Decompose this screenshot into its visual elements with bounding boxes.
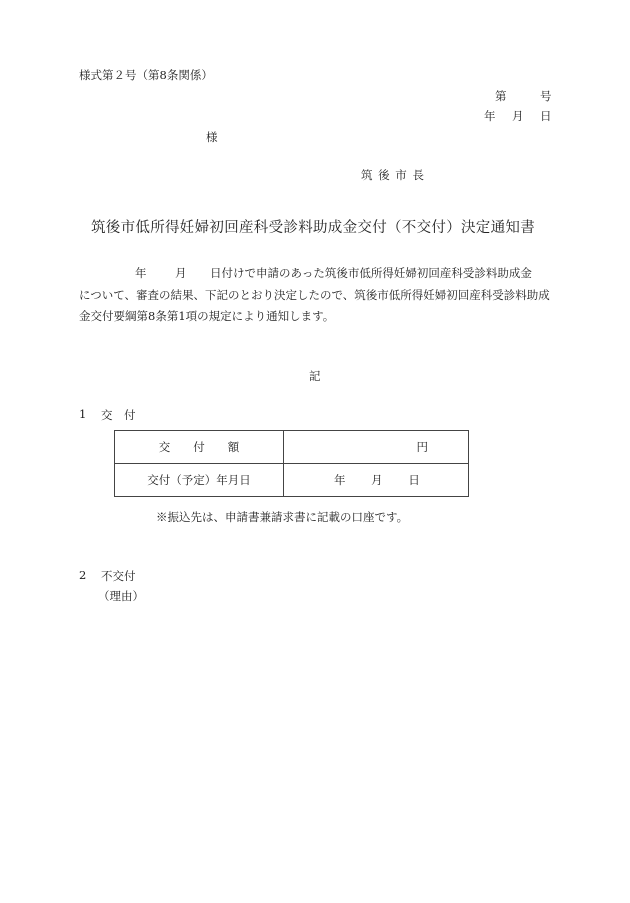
amount-unit: 円 <box>416 440 428 454</box>
reason-label: （理由） <box>98 589 144 603</box>
date-day: 日 <box>540 109 552 123</box>
ki-mark: 記 <box>309 369 321 383</box>
amount-label-cell <box>115 431 284 464</box>
body-line1-month: 月 <box>175 266 187 280</box>
grant-date-day: 日 <box>408 473 420 487</box>
date-year: 年 <box>484 109 496 123</box>
form-id: 様式第２号（第8条関係） <box>79 68 213 82</box>
document-title: 筑後市低所得妊婦初回産科受診料助成金交付（不交付）決定通知書 <box>91 220 535 236</box>
section2-heading: 不交付 <box>101 569 136 583</box>
number-dai: 第 <box>495 89 507 103</box>
grant-table <box>114 430 469 497</box>
transfer-note: ※振込先は、申請書兼請求書に記載の口座です。 <box>156 510 409 524</box>
grant-date-year: 年 <box>334 473 346 487</box>
amount-value-cell <box>284 431 469 464</box>
body-line1-rest: 日付けで申請のあった筑後市低所得妊婦初回産科受診料助成金 <box>210 266 532 280</box>
body-line3: 金交付要綱第8条第1項の規定により通知します。 <box>79 309 335 323</box>
addressee-suffix: 様 <box>206 130 218 144</box>
section2-number: 2 <box>79 568 87 582</box>
table-row <box>115 464 469 497</box>
date-label-cell <box>115 464 284 497</box>
sender: 筑 後 市 長 <box>361 168 425 182</box>
body-line2: について、審査の結果、下記のとおり決定したので、筑後市低所得妊婦初回産科受診料助成 <box>79 288 550 302</box>
body-line1-year: 年 <box>135 266 147 280</box>
date-value-cell <box>284 464 469 497</box>
table-row <box>115 431 469 464</box>
amount-label: 交 付 額 <box>158 440 240 454</box>
grant-date-label: 交付（予定）年月日 <box>147 473 251 487</box>
number-go: 号 <box>540 89 552 103</box>
section1-heading: 交 付 <box>101 408 136 422</box>
grant-date-month: 月 <box>371 473 383 487</box>
section1-number: 1 <box>79 407 87 421</box>
date-month: 月 <box>512 109 524 123</box>
